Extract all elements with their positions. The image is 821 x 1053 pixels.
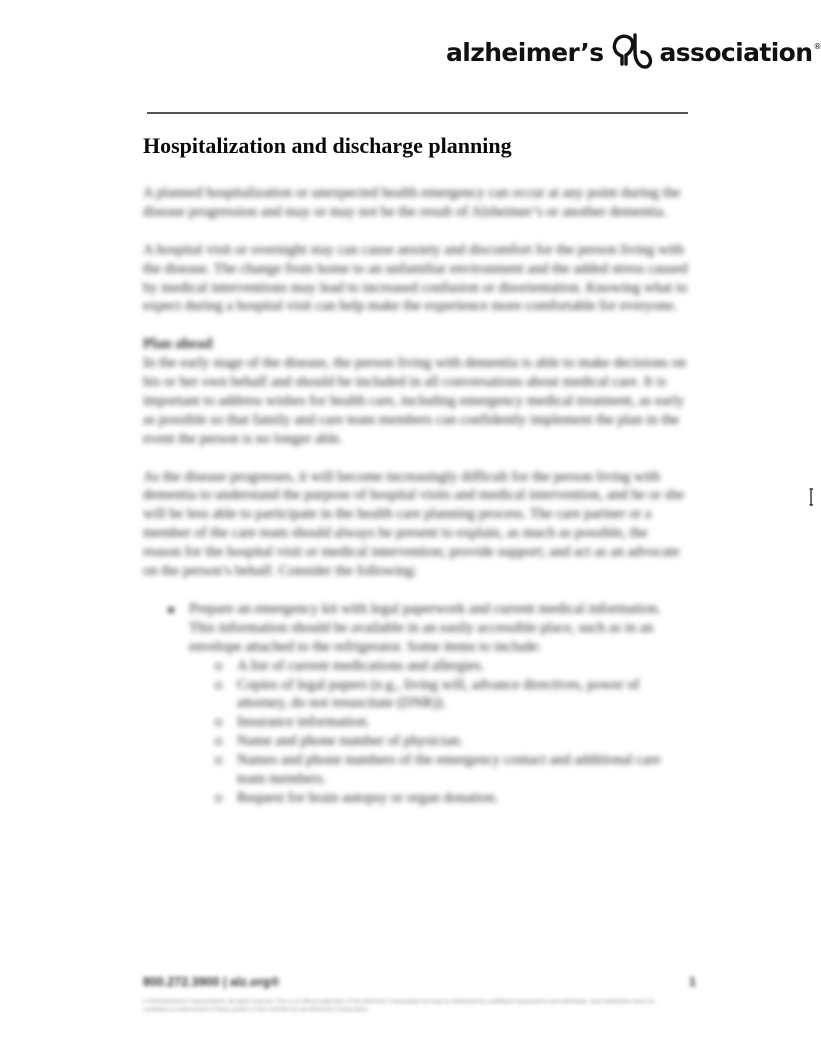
bullet-text: Prepare an emergency kit with legal paperwork and current medical information. This information should be available in an easily accessible place, such as in an envelope attached to the refrigerator. Some items to include: bbox=[189, 600, 661, 655]
sub-list-item bbox=[237, 676, 688, 714]
registered-mark: ® bbox=[813, 41, 821, 51]
document-title: Hospitalization and discharge planning bbox=[143, 133, 512, 158]
text-cursor-ibeam-icon bbox=[809, 488, 814, 506]
logo-word-left: alzheimer’s bbox=[446, 37, 604, 67]
hollow-circle-bullet-icon bbox=[215, 663, 222, 670]
sub-item-text: Insurance information. bbox=[237, 714, 370, 731]
hollow-circle-bullet-icon bbox=[215, 719, 222, 726]
hollow-circle-bullet-icon bbox=[215, 738, 222, 745]
sub-list-item bbox=[237, 657, 688, 676]
page-number: 1 bbox=[689, 975, 696, 989]
sub-item-text: Names and phone numbers of the emergency contact and additional care team members. bbox=[237, 752, 661, 788]
sub-item-text: Name and phone number of physician. bbox=[237, 733, 464, 750]
section-heading-plan-ahead: Plan ahead bbox=[143, 336, 213, 353]
brain-knot-logo-icon bbox=[609, 30, 653, 74]
logo-word-right: association bbox=[659, 37, 813, 67]
header-divider bbox=[147, 112, 688, 114]
page-footer bbox=[143, 975, 696, 1014]
plan-ahead-paragraph-2: As the disease progresses, it will become increasingly difficult for the person living with dementia to understand the purpose of hospital visits and medical intervention, and he or she will be less able to participate in the health care planning process. The care partner or a member of the care team should always be present to explain, as much as possible, the reason for the hospital visit or medical intervention; provide support; and act as an advocate on the person’s behalf. Consider the following: bbox=[143, 468, 685, 580]
hollow-circle-bullet-icon bbox=[215, 795, 222, 802]
sub-item-text: Copies of legal papers (e.g., living will, advance directives, power of attorney, do not resuscitate (DNR)). bbox=[237, 676, 640, 712]
intro-paragraph-2: A hospital visit or overnight stay can cause anxiety and discomfort for the person living with the disease. The change from home to an unfamiliar environment and the added stress caused by medical interventions may lead to increased confusion or disorientation. Knowing what to expect during a hospital visit can help make the experience more comfortable for everyone. bbox=[143, 241, 688, 315]
sub-list-item bbox=[237, 713, 688, 732]
hollow-circle-bullet-icon bbox=[215, 757, 222, 764]
plan-ahead-paragraph-1: In the early stage of the disease, the person living with dementia is able to make decisions on his or her own behalf and should be included in all conversations about medical care. It is important to address wishes for health care, including emergency medical treatment, as early as possible so that family and care team members can confidently implement the plan in the event the person is no longer able. bbox=[143, 355, 687, 447]
sub-list-item bbox=[237, 732, 688, 751]
hollow-circle-bullet-icon bbox=[215, 682, 222, 689]
sub-list bbox=[189, 657, 688, 808]
alzheimers-association-logo bbox=[446, 30, 821, 74]
sub-item-text: A list of current medications and allergies. bbox=[237, 657, 485, 674]
bullet-list bbox=[143, 600, 688, 808]
sub-item-text: Request for brain autopsy or organ donation. bbox=[237, 789, 499, 806]
intro-paragraph-1: A planned hospitalization or unexpected health emergency can occur at any point during the disease progression and may or may not be the result of Alzheimer’s or another dementia. bbox=[143, 185, 681, 220]
document-body bbox=[143, 184, 688, 808]
bullet-item bbox=[189, 600, 688, 808]
sub-list-item bbox=[237, 789, 688, 808]
footer-legal-text: © 2018 Alzheimer’s Association®. All rights reserved. This is an official publication of the Alzheimer’s Association but may be distributed by unaffiliated organizations and individuals. Such distribution does not constitute an endorsement of these parties or their activities by the Alzheimer’s Association. bbox=[143, 999, 655, 1013]
sub-list-item bbox=[237, 751, 688, 789]
footer-contact: 800.272.3900 | alz.org® bbox=[143, 975, 280, 989]
bullet-dot-icon bbox=[168, 607, 174, 613]
